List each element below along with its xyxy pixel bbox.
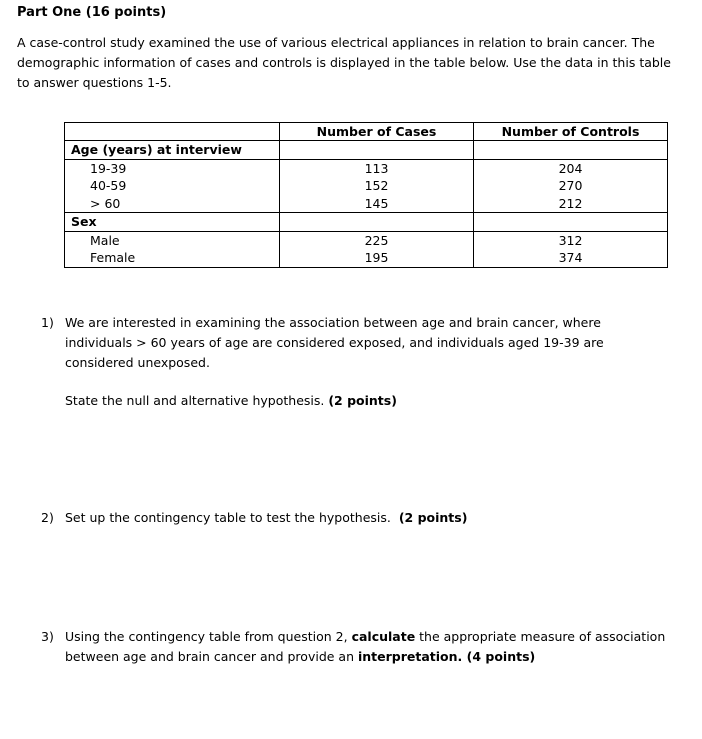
question-1-text: We are interested in examining the association between age and brain cancer, where individuals > 60 years of age are considered exposed, and individuals aged 19-39 are considered unexposed. [65, 315, 604, 370]
header-blank [65, 123, 280, 141]
row-label: Male [65, 231, 280, 249]
table-row [65, 177, 668, 195]
age-section-row [65, 141, 668, 160]
header-controls: Number of Controls [474, 123, 668, 141]
part-title: Part One (16 points) [17, 5, 167, 20]
controls-value: 212 [474, 195, 668, 213]
intro-paragraph: A case-control study examined the use of various electrical appliances in relation to brain cancer. The demographic information of cases and controls is displayed in the table below. Use the data in this table to answer questions 1-5. [17, 35, 671, 90]
question-3-bold-calculate: calculate [351, 629, 416, 644]
controls-value: 204 [474, 159, 668, 177]
question-3 [41, 627, 671, 667]
cases-value: 225 [280, 231, 474, 249]
question-2-points: (2 points) [398, 510, 468, 525]
table-row [65, 195, 668, 213]
question-1 [41, 313, 671, 373]
sex-section-label: Sex [65, 213, 280, 232]
question-3-points: (4 points) [462, 649, 536, 664]
cases-value: 113 [280, 159, 474, 177]
question-3-bold-interpretation: interpretation. [357, 649, 463, 664]
table-header-row [65, 123, 668, 141]
question-1-sub-points: (2 points) [328, 393, 397, 408]
row-label: 19-39 [65, 159, 280, 177]
table-row [65, 249, 668, 267]
question-1-number: 1) [41, 315, 54, 330]
demographics-table [64, 122, 668, 268]
row-label: Female [65, 249, 280, 267]
table-row [65, 159, 668, 177]
question-3-number: 3) [41, 629, 54, 644]
controls-value: 270 [474, 177, 668, 195]
age-section-label: Age (years) at interview [65, 141, 280, 160]
controls-value: 312 [474, 231, 668, 249]
header-cases: Number of Cases [280, 123, 474, 141]
cases-value: 195 [280, 249, 474, 267]
question-3-text-b: the appropriate measure of association between age and brain cancer and provide an [65, 629, 666, 664]
row-label: > 60 [65, 195, 280, 213]
table-row [65, 231, 668, 249]
question-1-sub-text: State the null and alternative hypothesis. [65, 393, 329, 408]
cases-value: 152 [280, 177, 474, 195]
question-2 [41, 508, 671, 528]
sex-section-row [65, 213, 668, 232]
row-label: 40-59 [65, 177, 280, 195]
controls-value: 374 [474, 249, 668, 267]
question-2-number: 2) [41, 510, 54, 525]
cases-value: 145 [280, 195, 474, 213]
question-1-subprompt [65, 391, 397, 411]
question-2-text: Set up the contingency table to test the hypothesis. [65, 510, 399, 525]
question-3-text-a: Using the contingency table from question 2, [65, 629, 352, 644]
